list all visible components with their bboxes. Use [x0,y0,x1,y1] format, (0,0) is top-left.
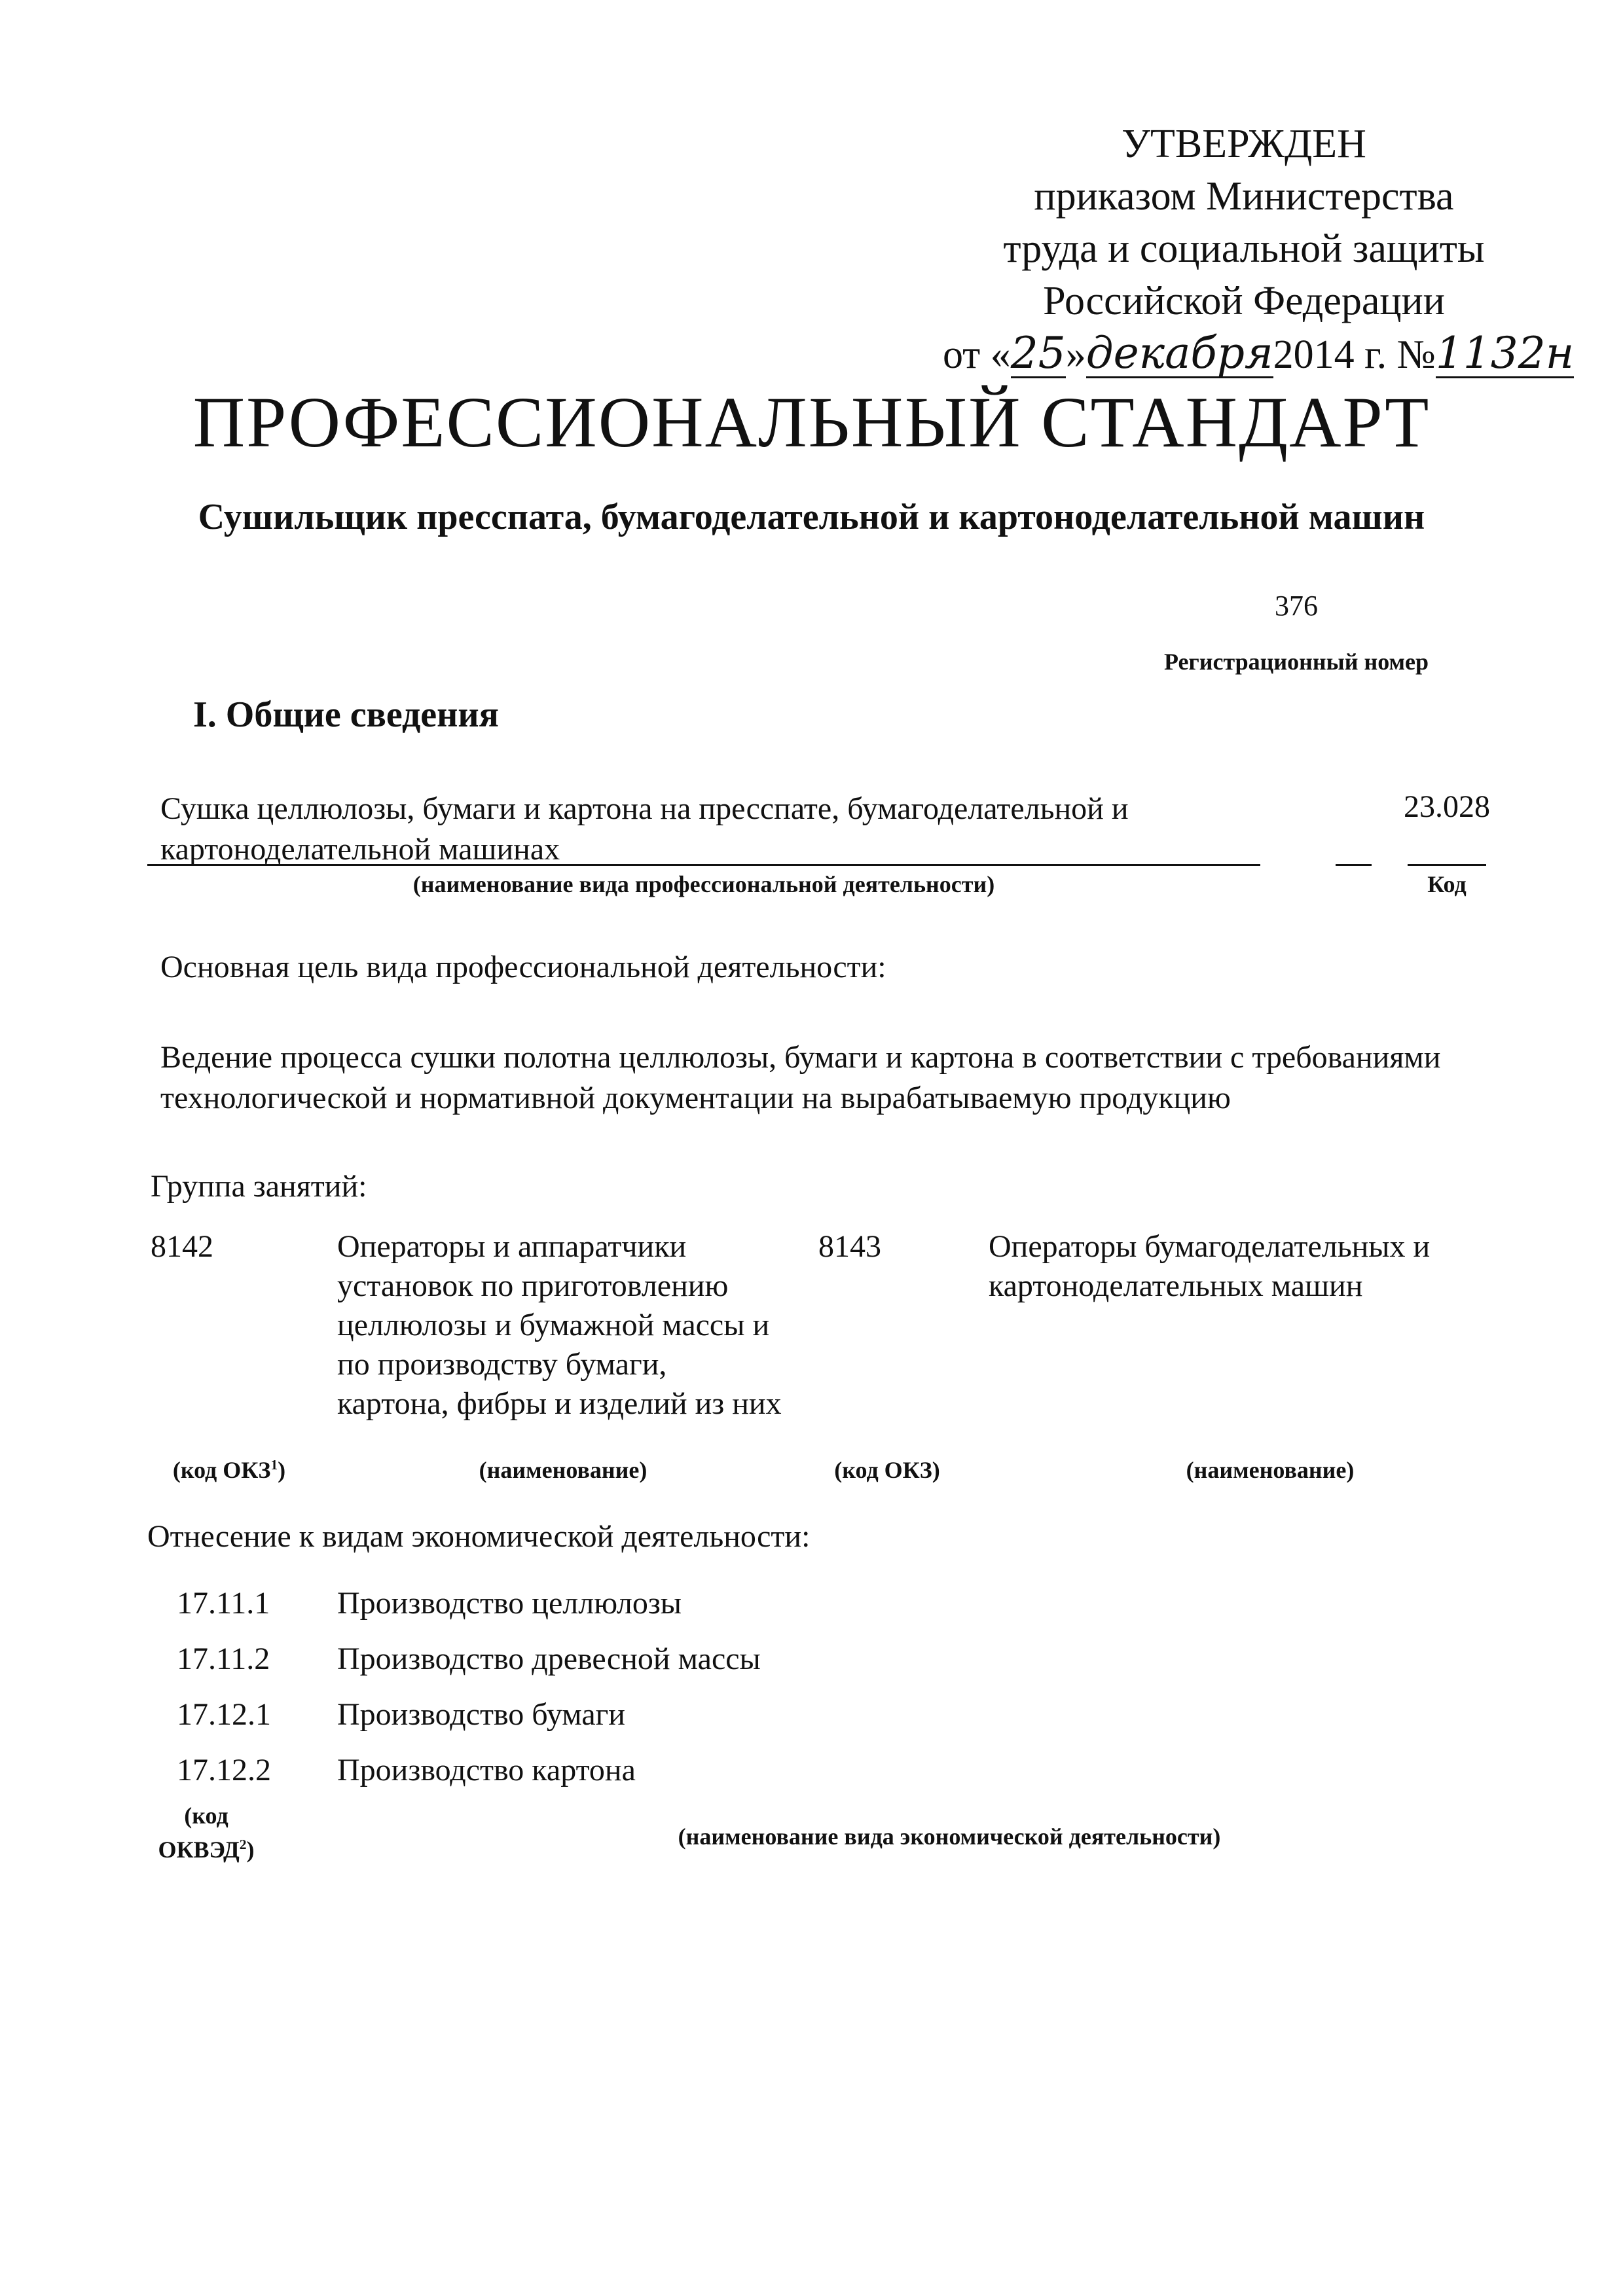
registration-label: Регистрационный номер [1163,649,1429,675]
okved-row [177,1640,761,1679]
okved-name-caption: (наименование вида экономической деятельности) [678,1823,1221,1850]
okz-name-2: Операторы бумагоделательных и картоноделательных машин [989,1229,1431,1303]
okz-code-2: 8143 [818,1229,881,1264]
date-prefix: от « [943,332,1011,377]
code-underline [1408,864,1486,866]
okved-code-caption: (код ОКВЭД$^2$) [158,1803,255,1863]
goal-label: Основная цель вида профессиональной деятельности: [160,950,886,984]
occupation-group-label: Группа занятий: [151,1169,367,1204]
approval-line-order: приказом Министерства [1034,174,1454,219]
okved-label: Отнесение к видам экономической деятельности: [147,1519,811,1554]
okz-name-1: Операторы и аппаратчики установок по приготовлению целлюлозы и бумажной массы и по производству бумаги, картона, фибры и изделий из них [337,1229,782,1421]
date-mid: » [1065,332,1086,377]
okved-row [177,1584,682,1623]
activity-code: 23.028 [1404,789,1490,824]
activity-name-caption: (наименование вида профессиональной деятельности) [412,871,995,897]
okved-code: 17.12.1 [177,1697,271,1732]
registration-number: 376 [1275,590,1318,622]
date-year: 2014 г. № [1273,332,1436,377]
handwritten-order-number: 1132н [1435,328,1575,378]
activity-underline [147,864,1260,866]
document-title: ПРОФЕССИОНАЛЬНЫЙ СТАНДАРТ [192,382,1431,462]
okved-name: Производство целлюлозы [337,1586,682,1621]
activity-code-caption: Код [1427,871,1467,897]
okved-code: 17.12.2 [177,1753,271,1787]
approval-heading: УТВЕРЖДЕН [1122,122,1366,166]
approval-line-ministry: труда и социальной защиты [1003,226,1485,271]
okz-code-1: 8142 [151,1229,213,1264]
okved-row [177,1751,636,1790]
okz-name-caption-1: (наименование) [479,1457,647,1483]
okz-code-caption-1: (код ОКЗ$^1$) [172,1457,286,1483]
okved-name: Производство картона [337,1753,636,1787]
approval-date-line [943,327,1575,381]
okved-row [177,1695,625,1734]
handwritten-month: декабря [1085,328,1273,378]
okz-code-caption-2: (код ОКЗ) [834,1457,940,1483]
okz-name-caption-2: (наименование) [1186,1457,1355,1483]
code-separator-line [1336,864,1372,866]
standard-subtitle: Сушильщик пресспата, бумагоделательной и картоноделательной машин [198,497,1425,537]
goal-text: Ведение процесса сушки полотна целлюлозы, бумаги и картона в соответствии с требованиями технологической и нормативной документации на вырабатываемую продукцию [160,1040,1441,1115]
okved-name: Производство древесной массы [337,1641,761,1676]
okved-name: Производство бумаги [337,1697,625,1732]
okved-code: 17.11.1 [177,1586,270,1621]
handwritten-day: 25 [1010,328,1066,378]
activity-name: Сушка целлюлозы, бумаги и картона на пресспате, бумагоделательной и картоноделательной машинах [160,791,1129,867]
section-title: I. Общие сведения [193,694,499,735]
approval-line-federation: Российской Федерации [1043,279,1445,323]
okved-code: 17.11.2 [177,1641,270,1676]
approval-block [943,118,1575,381]
